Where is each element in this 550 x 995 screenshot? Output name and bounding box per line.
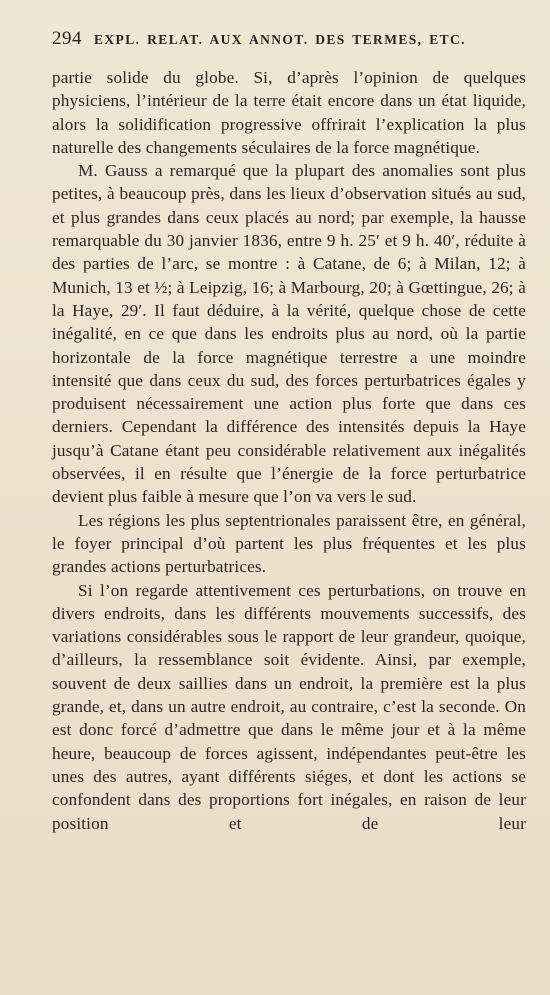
- paragraph-continuation: partie solide du globe. Si, d’après l’opinion de quelques physiciens, l’intérieur de la terre était encore dans un état liquide, alors la solidification progressive offrirait l’explication la plus naturelle des changements séculaires de la force magnétique.: [52, 68, 526, 157]
- paragraph-northern-regions: Les régions les plus septentrionales paraissent être, en général, le foyer principal d’où partent les plus fréquentes et les plus grandes actions perturbatrices.: [52, 510, 526, 577]
- running-head: [52, 28, 526, 58]
- paragraph-gauss-anomalies: M. Gauss a remarqué que la plupart des anomalies sont plus petites, à beaucoup près, dans les lieux d’observation situés au sud, et plus grandes dans ceux placés au nord; par exemple, la hausse remarquable du 30 janvier 1836, entre 9 h. 25′ et 9 h. 40′, réduite à des parties de l’arc, se montre : à Catane, de 6; à Milan, 12; à Munich, 13 et ½; à Leipzig, 16; à Marbourg, 20; à Gœttingue, 26; à la Haye, 29′. Il faut déduire, à la vérité, quelque chose de cette inégalité, en ce que dans les endroits plus au nord, où la partie horizontale de la force magnétique terrestre a une moindre intensité que dans ceux du sud, des forces perturbatrices égales y produisent nécessairement une action plus forte que dans ces derniers. Cependant la différence des intensités depuis la Haye jusqu’à Catane étant peu considérable relativement aux inégalités observées, il en résulte que l’énergie de la force perturbatrice devient plus faible à mesure que l’on va vers le sud.: [52, 161, 526, 507]
- running-title: EXPL. RELAT. AUX ANNOT. DES TERMES, ETC.: [94, 32, 466, 47]
- body-text: [52, 66, 526, 835]
- page-number: 294: [52, 28, 82, 49]
- book-page: [52, 28, 526, 835]
- paragraph-perturbations: Si l’on regarde attentivement ces perturbations, on trouve en divers endroits, dans les différents mouvements successifs, des variations considérables sous le rapport de leur grandeur, quoique, d’ailleurs, la ressemblance soit évidente. Ainsi, par exemple, souvent de deux saillies dans un endroit, la première est la plus grande, et, dans un autre endroit, au contraire, c’est la seconde. On est donc forcé d’admettre que dans le même jour et à la même heure, beaucoup de forces agissent, indépendantes peut-être les unes des autres, ayant différents siéges, et dont les actions se confondent dans des proportions fort inégales, en raison de leur position et de leur: [52, 580, 526, 833]
